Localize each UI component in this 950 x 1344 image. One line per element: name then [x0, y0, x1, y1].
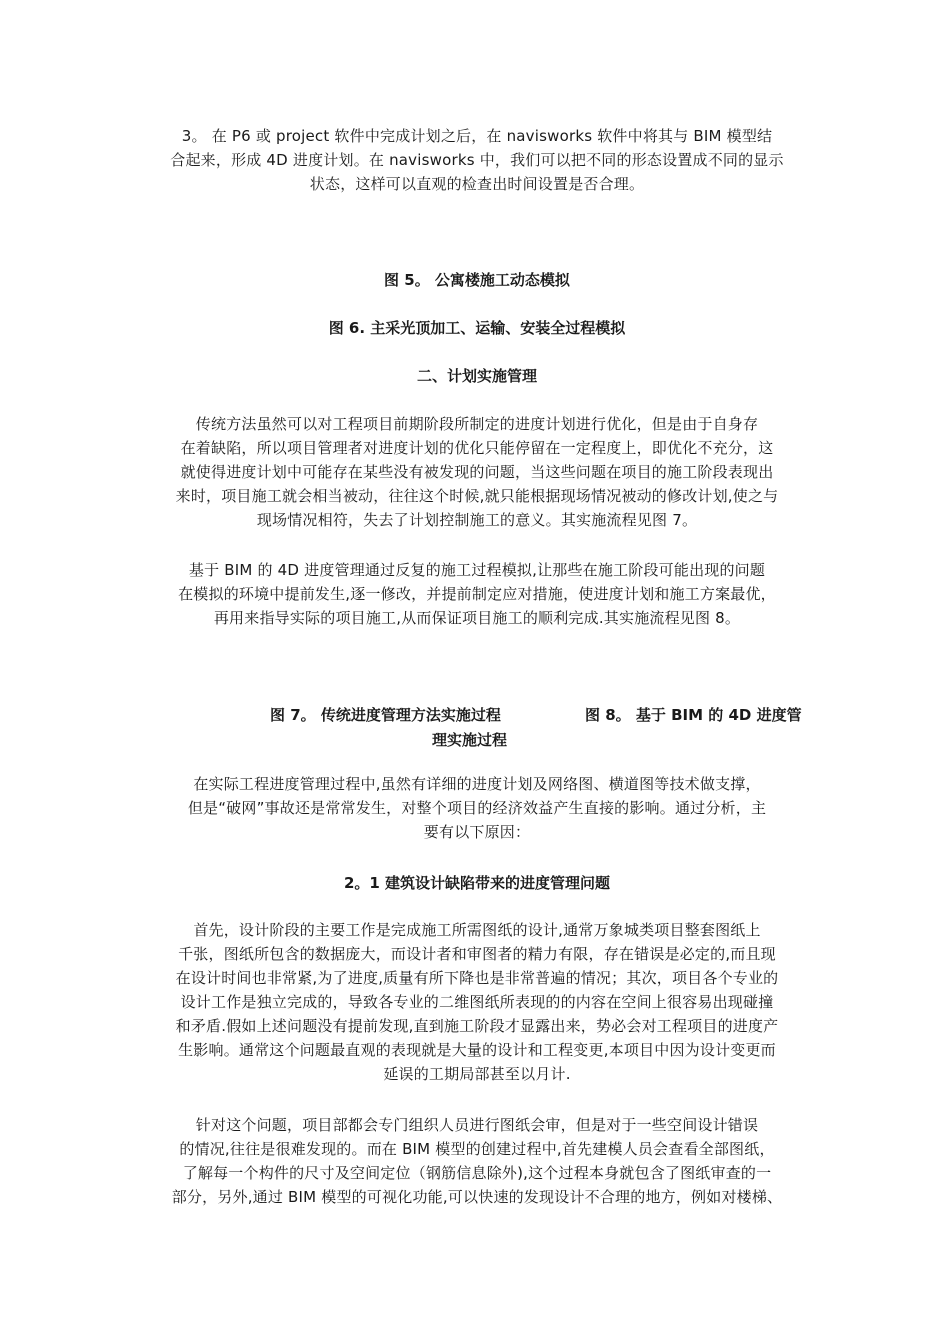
- text-line: 在设计时间也非常紧,为了进度,质量有所下降也是非常普遍的情况；其次，项目各个专业的: [175, 969, 779, 987]
- text-line: 传统方法虽然可以对工程项目前期阶段所制定的进度计划进行优化，但是由于自身存: [195, 415, 759, 433]
- text-line: 来时，项目施工就会相当被动，往往这个时候,就只能根据现场情况被动的修改计划,使之与: [175, 487, 779, 505]
- text-line: 要有以下原因：: [423, 823, 531, 841]
- text-line: 和矛盾.假如上述问题没有提前发现,直到施工阶段才显露出来，势必会对工程项目的进度产: [175, 1017, 779, 1035]
- text-line: 生影响。通常这个问题最直观的表现就是大量的设计和工程变更,本项目中因为设计变更而: [178, 1041, 776, 1059]
- figure-caption-5: 图 5。 公寓楼施工动态模拟: [384, 271, 570, 289]
- paragraph-bim-4d: [148, 558, 806, 630]
- text-line: 现场情况相符，失去了计划控制施工的意义。其实施流程见图 7。: [256, 511, 698, 529]
- figure-caption-8-continued: 理实施过程: [432, 731, 508, 749]
- paragraph-progress-reasons: [148, 772, 806, 844]
- text-line: 在实际工程进度管理过程中,虽然有详细的进度计划及网络图、横道图等技术做支撑，: [193, 775, 761, 793]
- text-line: 针对这个问题，项目部都会专门组织人员进行图纸会审，但是对于一些空间设计错误: [195, 1116, 759, 1134]
- text-line: 部分，另外,通过 BIM 模型的可视化功能,可以快速的发现设计不合理的地方，例如对楼梯、: [171, 1188, 783, 1206]
- text-line: 就使得进度计划中可能存在某些没有被发现的问题，当这些问题在项目的施工阶段表现出: [180, 463, 774, 481]
- text-line: 设计工作是独立完成的，导致各专业的二维图纸所表现的的内容在空间上很容易出现碰撞: [180, 993, 774, 1011]
- figure-caption-6: 图 6. 主采光顶加工、运输、安装全过程模拟: [328, 319, 626, 337]
- text-line: 延误的工期局部甚至以月计.: [383, 1065, 571, 1083]
- text-line: 在模拟的环境中提前发生,逐一修改，并提前制定应对措施，使进度计划和施工方案最优，: [178, 585, 776, 603]
- text-line: 千张，图纸所包含的数据庞大，而设计者和审图者的精力有限，存在错误是必定的,而且现: [178, 945, 776, 963]
- text-line: 首先，设计阶段的主要工作是完成施工所需图纸的设计,通常万象城类项目整套图纸上: [193, 921, 761, 939]
- text-line: 再用来指导实际的项目施工,从而保证项目施工的顺利完成.其实施流程见图 8。: [213, 609, 741, 627]
- paragraph-design-defects: [148, 918, 806, 1086]
- text-line: 状态，这样可以直观的检查出时间设置是否合理。: [309, 175, 645, 193]
- paragraph-traditional-method: [148, 412, 806, 532]
- figure-caption-8: 图 8。 基于 BIM 的 4D 进度管: [585, 706, 802, 724]
- subsection-heading-2-1: 2。1 建筑设计缺陷带来的进度管理问题: [343, 874, 611, 892]
- text-line: 在着缺陷，所以项目管理者对进度计划的优化只能停留在一定程度上，即优化不充分，这: [180, 439, 774, 457]
- text-line: 3。 在 P6 或 project 软件中完成计划之后，在 navisworks 软件中将其与 BIM 模型结: [181, 127, 773, 145]
- text-line: 合起来，形成 4D 进度计划。在 navisworks 中，我们可以把不同的形态设置成不同的显示: [170, 151, 784, 169]
- text-line: 的情况,往往是很难发现的。而在 BIM 模型的创建过程中,首先建模人员会查看全部图纸，: [179, 1140, 775, 1158]
- section-heading-plan-management: 二、计划实施管理: [416, 367, 537, 385]
- paragraph-drawing-review: [148, 1113, 806, 1209]
- text-line: 了解每一个构件的尺寸及空间定位（钢筋信息除外),这个过程本身就包含了图纸审查的一: [182, 1164, 772, 1182]
- figure-caption-7: 图 7。 传统进度管理方法实施过程: [270, 706, 501, 724]
- text-line: 但是“破网”事故还是常常发生，对整个项目的经济效益产生直接的影响。通过分析，主: [187, 799, 767, 817]
- paragraph-4d-plan: [148, 124, 806, 196]
- text-line: 基于 BIM 的 4D 进度管理通过反复的施工过程模拟,让那些在施工阶段可能出现的问题: [188, 561, 766, 579]
